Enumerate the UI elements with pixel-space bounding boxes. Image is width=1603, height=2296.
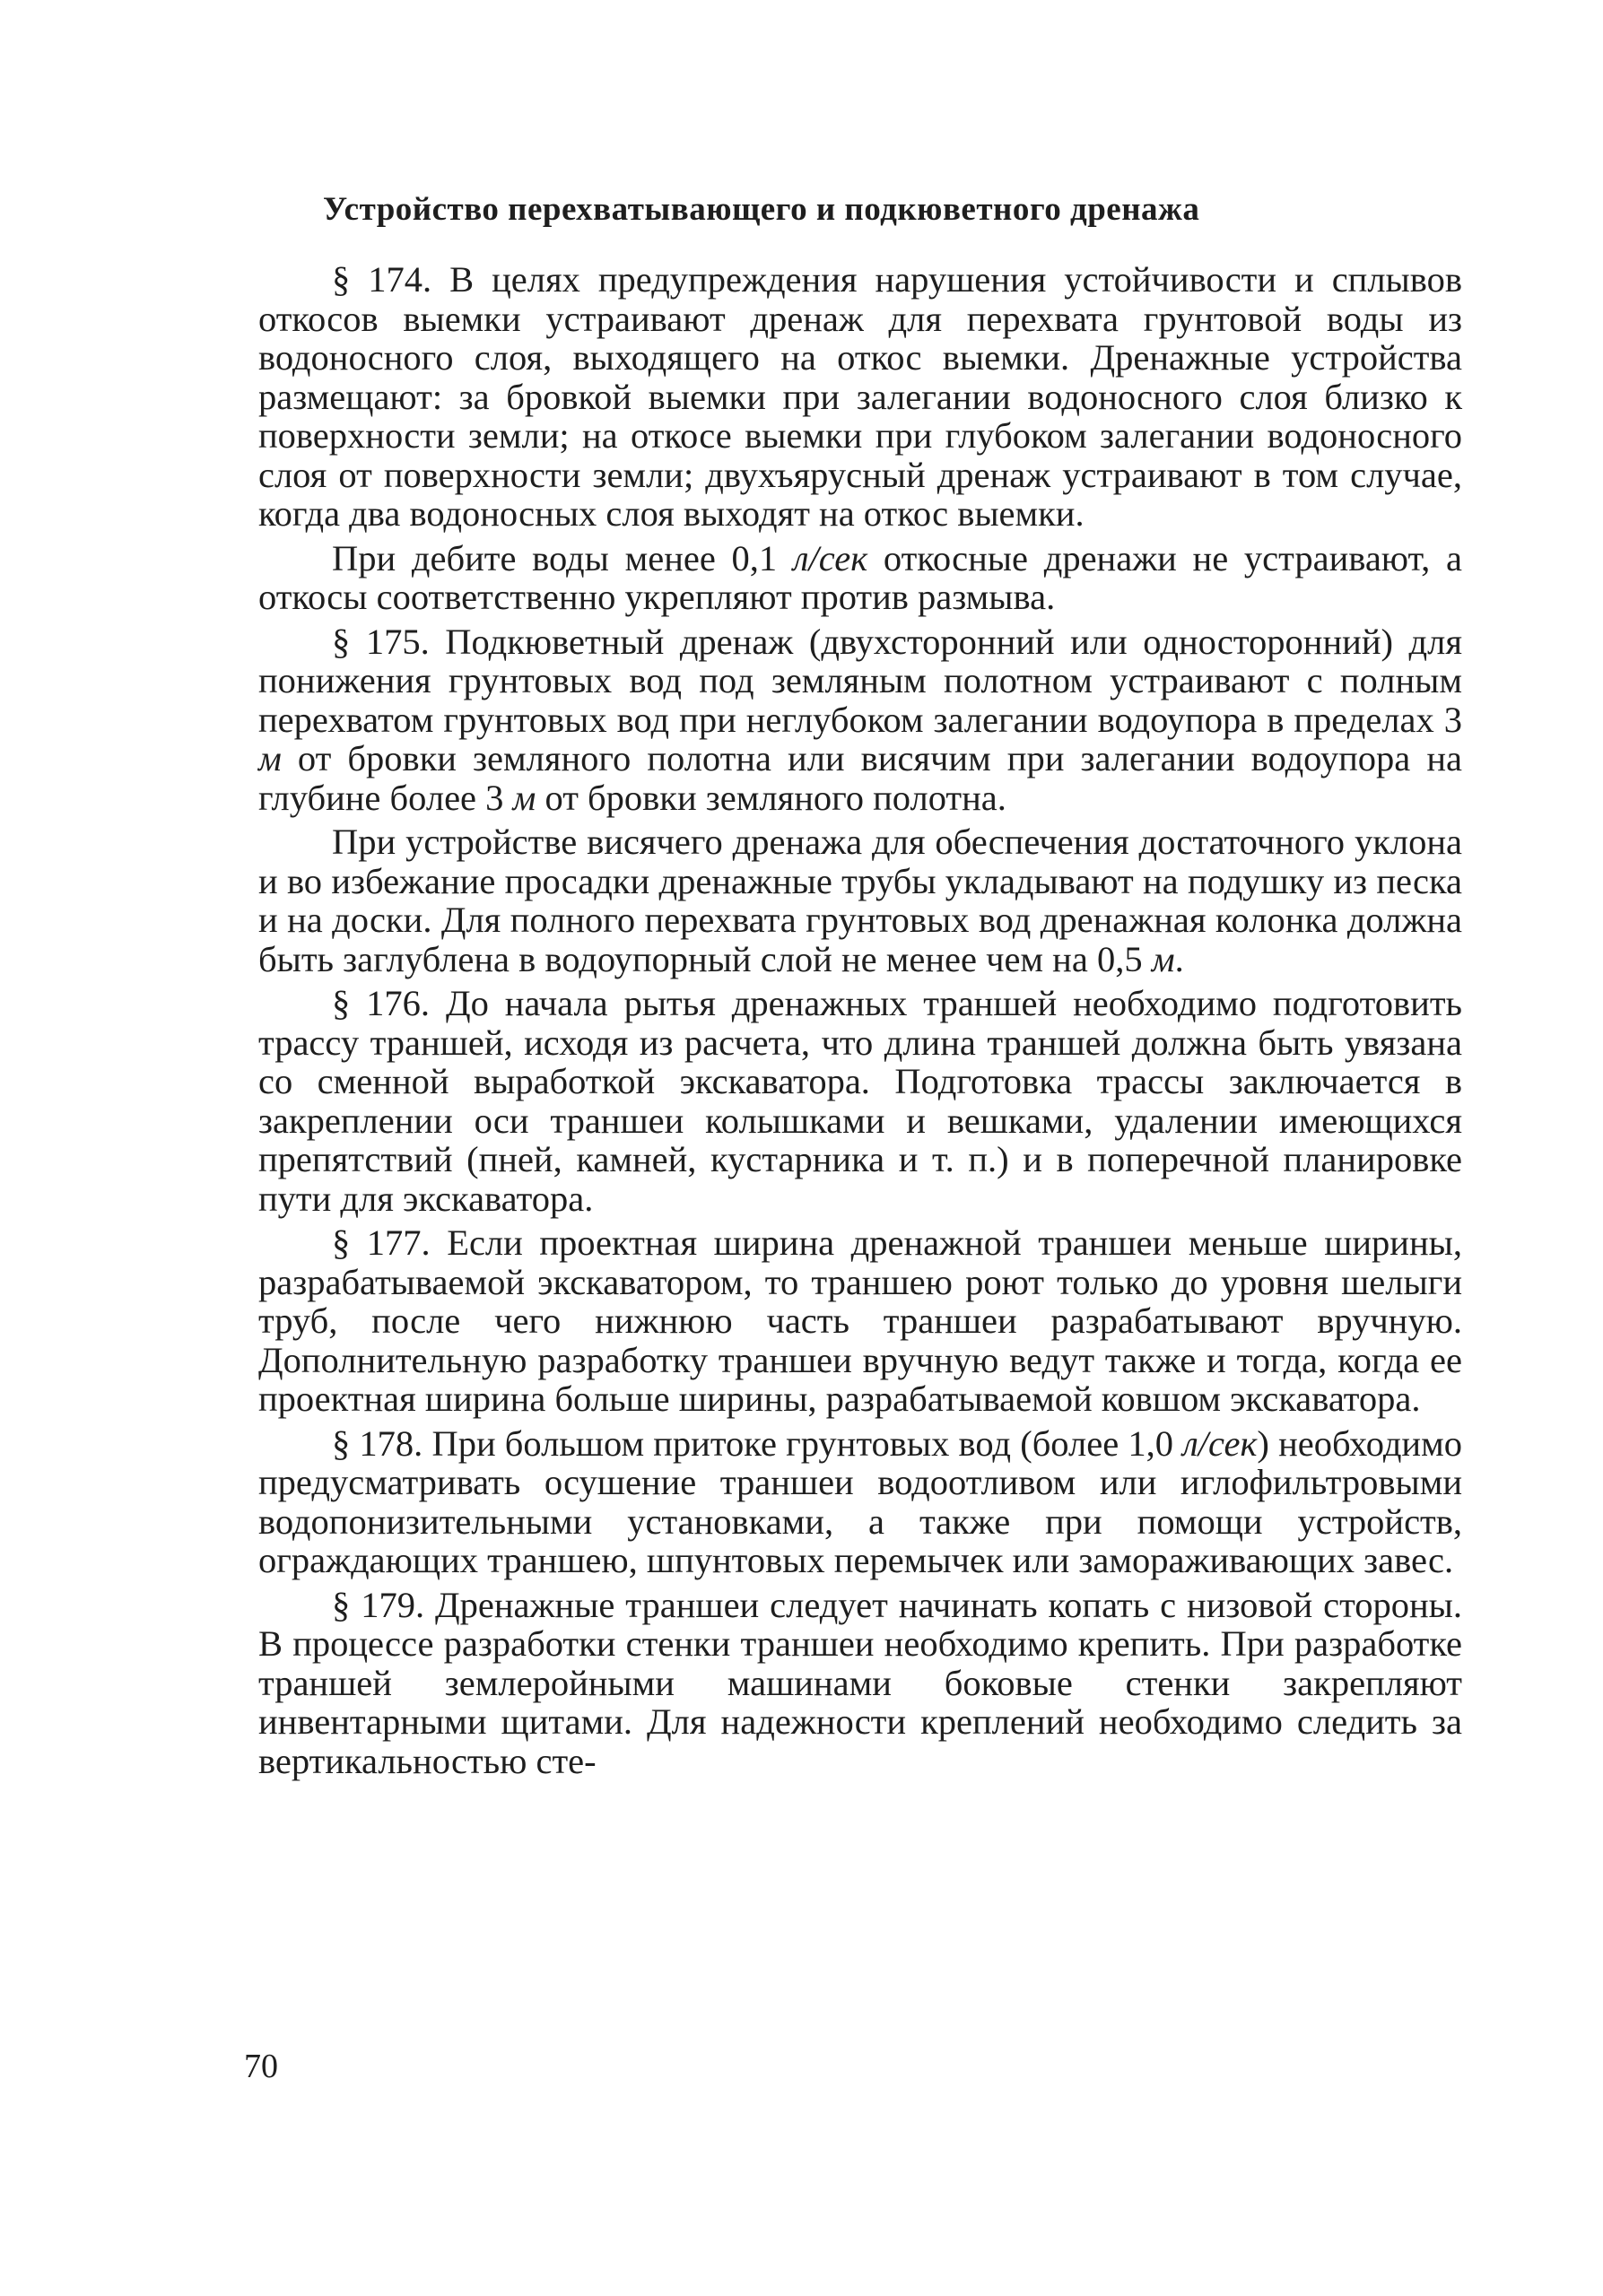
italic-unit: м <box>258 738 282 778</box>
paragraph <box>258 984 1462 1218</box>
text-run: При дебите воды менее 0,1 <box>332 537 793 578</box>
paragraph <box>258 1424 1462 1580</box>
section-heading: Устройство перехватывающего и подкюветного дренажа <box>323 191 1200 228</box>
text-run: § 176. До начала рытья дренажных траншей необходимо подготовить трассу траншей, исходя из расчета, что длина траншей должна быть увязана со сменной выработкой экскаватора. Подготовка трассы заключается в закреплении оси траншеи колышками и вешками, удалении имеющихся препятствий (пней, камней, кустарника и т. п.) и в поперечной планировке пути для экскаватора. <box>258 983 1462 1219</box>
text-run: от бровки земляного полотна или висячим при залегании водоупора на глубине более 3 <box>258 738 1462 818</box>
text-run: § 177. Если проектная ширина дренажной траншеи меньше ширины, разрабатываемой экскаватором, то траншею роют только до уровня шелыги труб, после чего нижнюю часть траншеи разрабатывают вручную. Дополнительную разработку траншеи вручную ведут также и тогда, когда ее проектная ширина больше ширины, разрабатываемой ковшом экскаватора. <box>258 1222 1462 1419</box>
paragraph <box>258 1223 1462 1419</box>
paragraph <box>258 539 1462 617</box>
text-run: § 174. В целях предупреждения нарушения устойчивости и сплывов откосов выемки устраивают дренаж для перехвата грунтовой воды из водоносного слоя, выходящего на откос выемки. Дренажные устройства размещают: за бровкой выемки при залегании водоносного слоя близко к поверхности земли; на откосе выемки при глубоком залегании водоносного слоя от поверхности земли; двухъярусный дренаж устраивают в том случае, когда два водоносных слоя выходят на откос выемки. <box>258 259 1462 534</box>
text-run: от бровки земляного полотна. <box>536 777 1006 818</box>
italic-unit: л/сек <box>792 537 868 578</box>
text-run: ) необходимо предусматривать осушение траншеи водоотливом или иглофильтровыми водопонизительными установками, а также при помощи устройств, ограждающих траншею, шпунтовых перемычек или замораживающих завес. <box>258 1422 1462 1580</box>
page-body <box>258 179 1462 1786</box>
page-number: 70 <box>244 2048 278 2085</box>
italic-unit: л/сек <box>1182 1422 1258 1464</box>
text-run: . <box>1174 938 1184 979</box>
text-run: § 175. Подкюветный дренаж (двухсторонний или односторонний) для понижения грунтовых вод под земляным полотном устраивают с полным перехватом грунтовых вод при неглубоком залегании водоупора в пределах 3 <box>258 621 1462 740</box>
paragraph <box>258 260 1462 534</box>
paragraph <box>258 822 1462 978</box>
paragraph <box>258 622 1462 818</box>
body-text <box>258 260 1462 1780</box>
italic-unit: м <box>1151 938 1175 979</box>
italic-unit: м <box>512 777 536 818</box>
paragraph <box>258 1586 1462 1781</box>
text-run: откосные дренажи не устраивают, а откосы соответственно укрепляют против размыва. <box>258 537 1462 617</box>
text-run: § 178. При большом притоке грунтовых вод (более 1,0 <box>332 1422 1183 1464</box>
text-run: При устройстве висячего дренажа для обеспечения достаточного уклона и во избежание просадки дренажные трубы укладывают на подушку из песка и на доски. Для полного перехвата грунтовых вод дренажная колонка должна быть заглублена в водоупорный слой не менее чем на 0,5 <box>258 822 1462 979</box>
text-run: § 179. Дренажные траншеи следует начинать копать с низовой стороны. В процессе разработки стенки траншеи необходимо крепить. При разработке траншей землеройными машинами боковые стенки закрепляют инвентарными щитами. Для надежности креплений необходимо следить за вертикальностью сте- <box>258 1584 1462 1781</box>
